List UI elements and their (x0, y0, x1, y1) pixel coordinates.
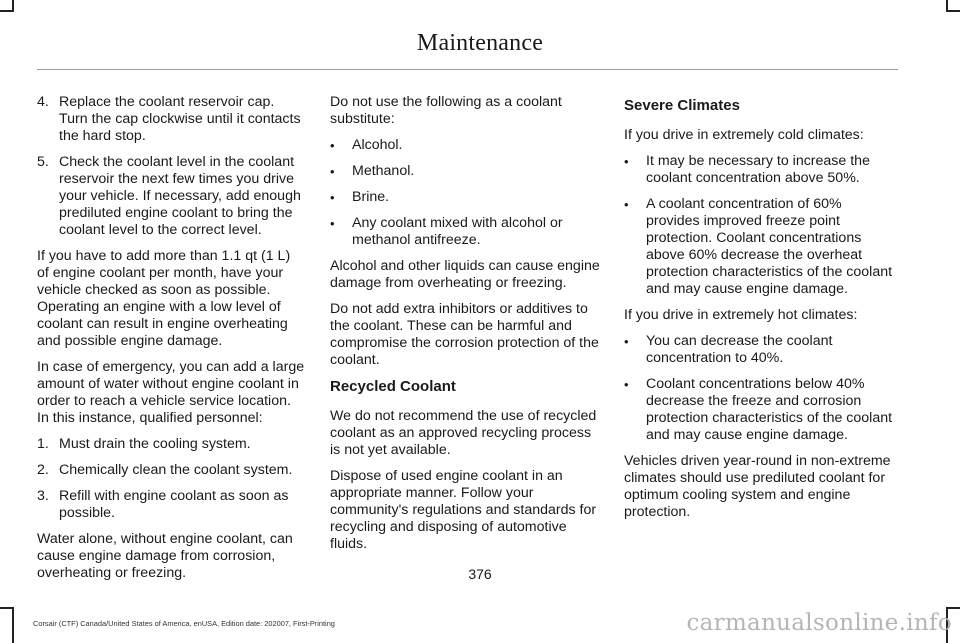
list-item (330, 215, 602, 249)
step-text: Replace the coolant reservoir cap. Turn the cap clockwise until it contacts the hard stop. (59, 94, 301, 144)
list-item (624, 153, 896, 187)
column-2 (330, 94, 602, 562)
footer-edition-text: Corsair (CTF) Canada/United States of America, enUSA, Edition date: 202007, First-Printing (33, 619, 335, 628)
steps-list-a (37, 94, 305, 239)
page-number: 376 (468, 566, 492, 582)
step-number: 1. (37, 436, 49, 452)
bullet-text: You can decrease the coolant concentration to 40%. (646, 333, 833, 366)
list-item (330, 189, 602, 206)
bullet-icon: • (624, 154, 629, 169)
column-3 (624, 94, 896, 530)
bullet-text: Alcohol. (352, 137, 403, 153)
step-text: Check the coolant level in the coolant reservoir the next few times you drive your vehicle. If necessary, add enough prediluted engine coolant to bring the coolant level to the correct level. (59, 154, 301, 238)
step-text: Must drain the cooling system. (59, 436, 251, 452)
step-number: 4. (37, 94, 49, 110)
watermark: carmanualsonline.info (686, 610, 952, 636)
column-1 (37, 94, 305, 591)
cold-climate-list (624, 153, 896, 298)
bullet-text: Methanol. (352, 163, 415, 179)
list-item (330, 163, 602, 180)
bullet-icon: • (330, 138, 335, 153)
section-heading: Severe Climates (624, 97, 740, 114)
bullet-icon: • (624, 377, 629, 392)
bullet-text: Coolant concentrations below 40% decrease the freeze and corrosion protection characteristics of the coolant and may cause engine damage. (646, 376, 893, 443)
hot-climate-list (624, 333, 896, 444)
paragraph: Vehicles driven year-round in non-extreme climates should use prediluted coolant for optimum cooling system and engine protection. (624, 453, 891, 520)
steps-list-b (37, 436, 305, 522)
header-divider (37, 69, 898, 70)
bullet-text: It may be necessary to increase the coolant concentration above 50%. (646, 153, 870, 186)
list-item (624, 376, 896, 444)
paragraph: In case of emergency, you can add a large amount of water without engine coolant in order to reach a vehicle service location. In this instance, qualified personnel: (37, 359, 305, 426)
bullet-text: Brine. (352, 189, 390, 205)
list-item (37, 462, 305, 479)
paragraph: Do not use the following as a coolant substitute: (330, 94, 562, 127)
bullet-text: Any coolant mixed with alcohol or methanol antifreeze. (352, 215, 563, 248)
list-item (37, 154, 305, 239)
step-number: 2. (37, 462, 49, 478)
paragraph: Dispose of used engine coolant in an appropriate manner. Follow your community's regulations and standards for recycling and disposing of automotive fluids. (330, 468, 597, 552)
bullet-icon: • (330, 216, 335, 231)
list-item (37, 436, 305, 453)
substitute-list (330, 137, 602, 249)
crop-mark-top-right (946, 0, 960, 12)
bullet-icon: • (330, 164, 335, 179)
paragraph: If you drive in extremely cold climates: (624, 127, 864, 143)
bullet-icon: • (624, 334, 629, 349)
step-number: 3. (37, 488, 49, 504)
page-title: Maintenance (416, 30, 544, 56)
bullet-text: A coolant concentration of 60% provides improved freeze point protection. Coolant concentrations above 60% decrease the overheat protection characteristics of the coolant and may cause engine damage. (646, 196, 893, 297)
section-heading: Recycled Coolant (330, 378, 456, 395)
list-item (37, 488, 305, 522)
paragraph: We do not recommend the use of recycled coolant as an approved recycling process is not yet available. (330, 408, 597, 458)
bullet-icon: • (330, 190, 335, 205)
paragraph: If you drive in extremely hot climates: (624, 307, 858, 323)
list-item (330, 137, 602, 154)
paragraph: Do not add extra inhibitors or additives to the coolant. These can be harmful and compromise the corrosion protection of the coolant. (330, 301, 599, 368)
list-item (624, 196, 896, 298)
step-text: Refill with engine coolant as soon as possible. (59, 488, 289, 521)
list-item (624, 333, 896, 367)
paragraph: Water alone, without engine coolant, can cause engine damage from corrosion, overheating or freezing. (37, 531, 293, 581)
paragraph: If you have to add more than 1.1 qt (1 L) of engine coolant per month, have your vehicle checked as soon as possible. Operating an engine with a low level of coolant can result in engine overheating and possible engine damage. (37, 248, 291, 349)
step-number: 5. (37, 154, 49, 170)
paragraph: Alcohol and other liquids can cause engine damage from overheating or freezing. (330, 258, 600, 291)
crop-mark-top-left (0, 0, 14, 12)
step-text: Chemically clean the coolant system. (59, 462, 293, 478)
crop-mark-bottom-left (0, 607, 14, 643)
bullet-icon: • (624, 197, 629, 212)
list-item (37, 94, 305, 145)
